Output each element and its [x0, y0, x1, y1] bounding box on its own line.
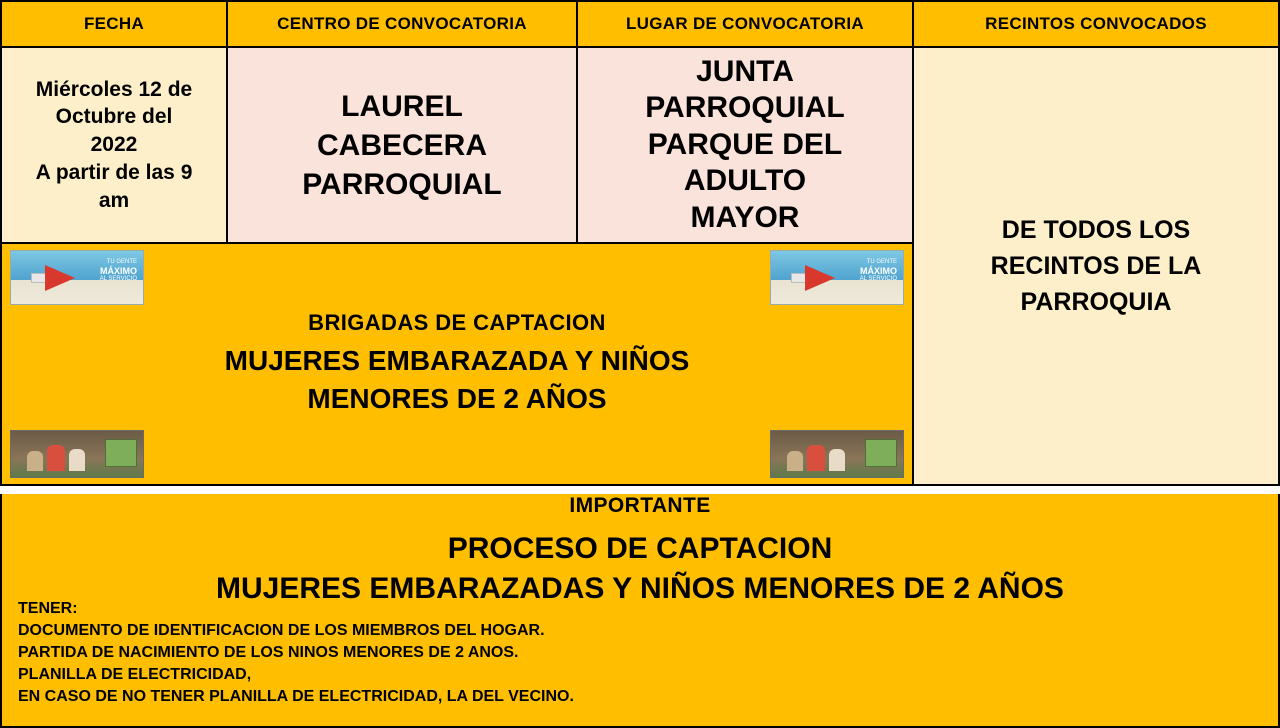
lugar-line-1: JUNTA	[696, 54, 794, 88]
family-figure-shape	[787, 451, 803, 471]
requirements-label: TENER:	[18, 599, 78, 617]
lugar-line-4: ADULTO	[683, 164, 807, 198]
lugar-line-5: MAYOR	[690, 200, 800, 234]
megaphone-caption-line-2: MÁXIMO	[100, 265, 137, 276]
table-header-row	[0, 0, 1280, 48]
brigadas-line-1: MUJERES EMBARAZADA Y NIÑOS	[224, 345, 690, 377]
centro-line-3: PARROQUIAL	[302, 167, 502, 201]
fecha-text	[36, 76, 193, 215]
fecha-line-5: am	[98, 188, 130, 212]
requirement-item: PLANILLA DE ELECTRICIDAD,	[18, 665, 252, 683]
requirement-item: DOCUMENTO DE IDENTIFICACION DE LOS MIEMBROS DEL HOGAR.	[18, 621, 545, 639]
importante-line-2: MUJERES EMBARAZADAS Y NIÑOS MENORES DE 2 AÑOS	[216, 572, 1064, 605]
recintos-line-2: RECINTOS DE LA	[990, 251, 1202, 280]
lugar-text	[645, 54, 844, 237]
family-photo-icon	[770, 430, 904, 478]
brigadas-banner	[0, 244, 914, 486]
column-header-fecha: FECHA	[0, 0, 228, 48]
family-figure-shape	[27, 451, 43, 471]
cell-recintos-convocados	[914, 48, 1280, 486]
column-header-recintos: RECINTOS CONVOCADOS	[914, 0, 1280, 48]
fecha-line-1: Miércoles 12 de	[35, 77, 193, 101]
table-body	[0, 48, 1280, 486]
brigadas-title: BRIGADAS DE CAPTACION	[308, 310, 606, 336]
lugar-line-2: PARROQUIAL	[645, 91, 845, 125]
recintos-line-3: PARROQUIA	[1020, 288, 1172, 317]
family-figure-shape	[807, 445, 825, 471]
megaphone-caption-line-1: TU GENTE	[106, 259, 137, 265]
lugar-line-3: PARQUE DEL	[647, 127, 843, 161]
cell-centro-convocatoria	[228, 48, 578, 244]
megaphone-cone-shape	[45, 265, 75, 291]
megaphone-icon	[770, 250, 904, 305]
column-header-centro: CENTRO DE CONVOCATORIA	[228, 0, 578, 48]
megaphone-icon	[10, 250, 144, 305]
requirement-item: EN CASO DE NO TENER PLANILLA DE ELECTRICIDAD, LA DEL VECINO.	[18, 687, 574, 705]
recintos-line-1: DE TODOS LOS	[1001, 215, 1191, 244]
fecha-line-4: A partir de las 9	[35, 160, 193, 184]
left-columns-block	[0, 48, 914, 486]
board-shape	[865, 439, 897, 467]
column-header-lugar: LUGAR DE CONVOCATORIA	[578, 0, 914, 48]
megaphone-caption-line-2: MÁXIMO	[860, 265, 897, 276]
megaphone-caption-line-3: AL SERVICIO	[859, 276, 897, 283]
fecha-line-2: Octubre del	[55, 105, 173, 129]
megaphone-caption	[100, 259, 137, 283]
centro-line-1: LAUREL	[341, 89, 463, 123]
centro-text	[302, 87, 501, 204]
board-shape	[105, 439, 137, 467]
brigadas-line-2: MENORES DE 2 AÑOS	[307, 383, 607, 414]
recintos-text	[991, 212, 1202, 321]
centro-line-2: CABECERA	[316, 128, 487, 162]
fecha-line-3: 2022	[90, 133, 138, 157]
cell-lugar-convocatoria	[578, 48, 914, 244]
megaphone-caption	[860, 259, 897, 283]
table-row	[0, 48, 914, 244]
family-figure-shape	[829, 449, 845, 471]
cell-fecha	[0, 48, 228, 244]
megaphone-caption-line-1: TU GENTE	[866, 259, 897, 265]
family-figure-shape	[69, 449, 85, 471]
megaphone-cone-shape	[805, 265, 835, 291]
importante-title: IMPORTANTE	[569, 494, 711, 517]
requirements-list	[18, 598, 574, 708]
requirement-item: PARTIDA DE NACIMIENTO DE LOS NINOS MENORES DE 2 ANOS.	[18, 643, 519, 661]
family-photo-icon	[10, 430, 144, 478]
importante-banner	[0, 494, 1280, 728]
family-figure-shape	[47, 445, 65, 471]
importante-line-1: PROCESO DE CAPTACION	[447, 532, 833, 565]
megaphone-caption-line-3: AL SERVICIO	[99, 276, 137, 283]
